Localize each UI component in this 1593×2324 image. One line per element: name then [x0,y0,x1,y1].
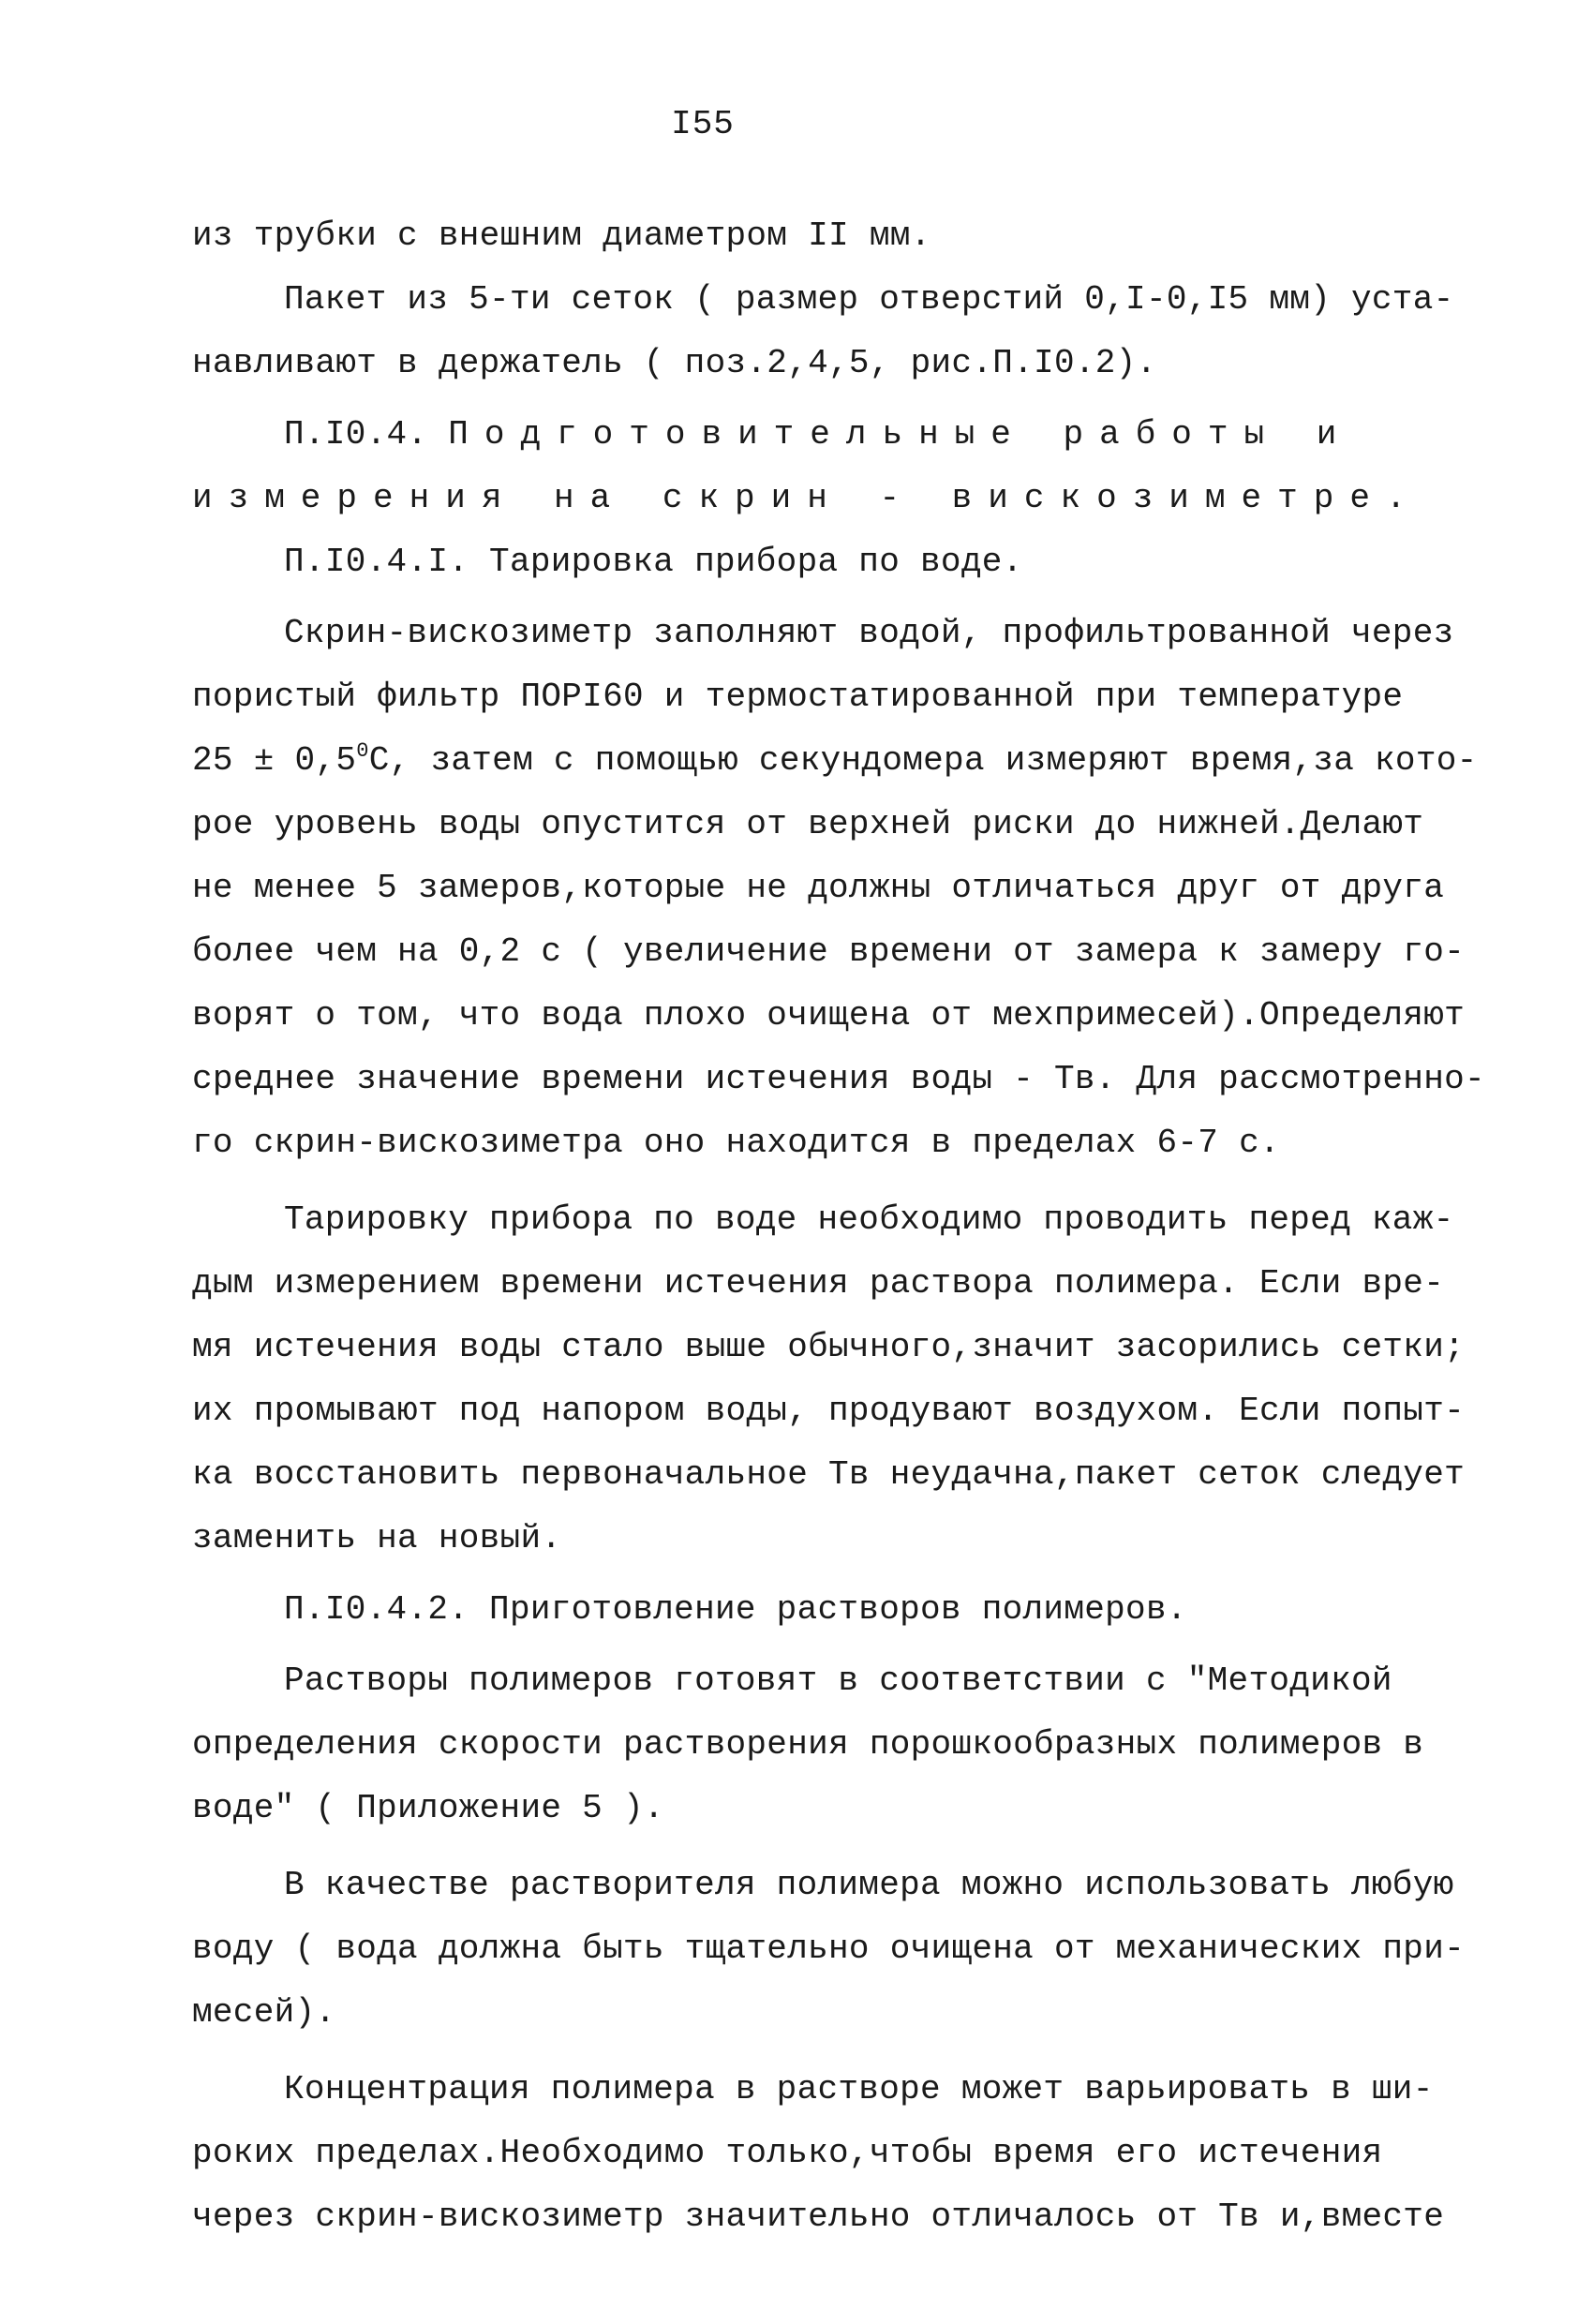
text-line: из трубки с внешним диаметром II мм. [192,216,931,255]
text-line: их промывают под напором воды, продувают воздухом. Если попыт- [192,1392,1466,1430]
text-line: воде" ( Приложение 5 ). [192,1789,664,1827]
text-line-rest: С, затем с помощью секундомера измеряют время,за кото- [368,741,1478,780]
section-heading [192,403,1410,467]
text-line: определения скорости растворения порошкообразных полимеров в [192,1725,1424,1764]
text-line: го скрин-вискозиметра оно находится в пределах 6-7 с. [192,1124,1280,1162]
text-line: ворят о том, что вода плохо очищена от мехпримесей).Определяют [192,996,1466,1035]
text-line: дым измерением времени истечения раствора полимера. Если вре- [192,1264,1445,1303]
text-line: Скрин-вискозиметр заполняют водой, профильтрованной через [284,614,1454,652]
text-line: воду ( вода должна быть тщательно очищена от механических при- [192,1929,1466,1968]
subsection-heading: П.I0.4.2. Приготовление растворов полимеров. [284,1590,1187,1629]
text-line: ка восстановить первоначальное Тв неудачна,пакет сеток следует [192,1455,1466,1494]
text-line: через скрин-вискозиметр значительно отличалось от Тв и,вместе [192,2197,1445,2236]
text-line: мя истечения воды стало выше обычного,значит засорились сетки; [192,1328,1466,1366]
body-text [192,204,1485,2249]
text-line: заменить на новый. [192,1519,562,1557]
subsection-heading: П.I0.4.I. Тарировка прибора по воде. [284,543,1023,581]
text-line: Тарировку прибора по воде необходимо проводить перед каж- [284,1200,1454,1239]
text-line: не менее 5 замеров,которые не должны отличаться друг от друга [192,869,1445,907]
section-title-part-1: Подготовительные работы и [448,415,1353,454]
temperature-value: 25 ± 0,5 [192,741,357,780]
text-line: рое уровень воды опустится от верхней риски до нижней.Делают [192,805,1424,843]
text-line: роких пределах.Необходимо только,чтобы время его истечения [192,2134,1383,2172]
page-number: I55 [671,105,735,143]
text-line: месей). [192,1993,336,2032]
text-line: более чем на 0,2 с ( увеличение времени от замера к замеру го- [192,932,1466,971]
text-line: Концентрация полимера в растворе может варьировать в ши- [284,2070,1434,2108]
text-line [192,729,1478,793]
section-number: П.I0.4. [284,415,428,454]
text-line: Пакет из 5-ти сеток ( размер отверстий 0,I-0,I5 мм) уста- [284,280,1454,319]
text-line: Растворы полимеров готовят в соответствии с "Методикой [284,1661,1392,1700]
text-line: В качестве растворителя полимера можно использовать любую [284,1866,1454,1904]
text-line: навливают в держатель ( поз.2,4,5, рис.П.I0.2). [192,344,1157,382]
text-line: пористый фильтр ПОРI60 и термостатированной при температуре [192,678,1404,716]
section-title-part-2: измерения на скрин - вискозиметре. [192,479,1422,517]
degree-mark: 0 [356,739,369,763]
text-line: среднее значение времени истечения воды - Тв. Для рассмотренно- [192,1060,1485,1098]
